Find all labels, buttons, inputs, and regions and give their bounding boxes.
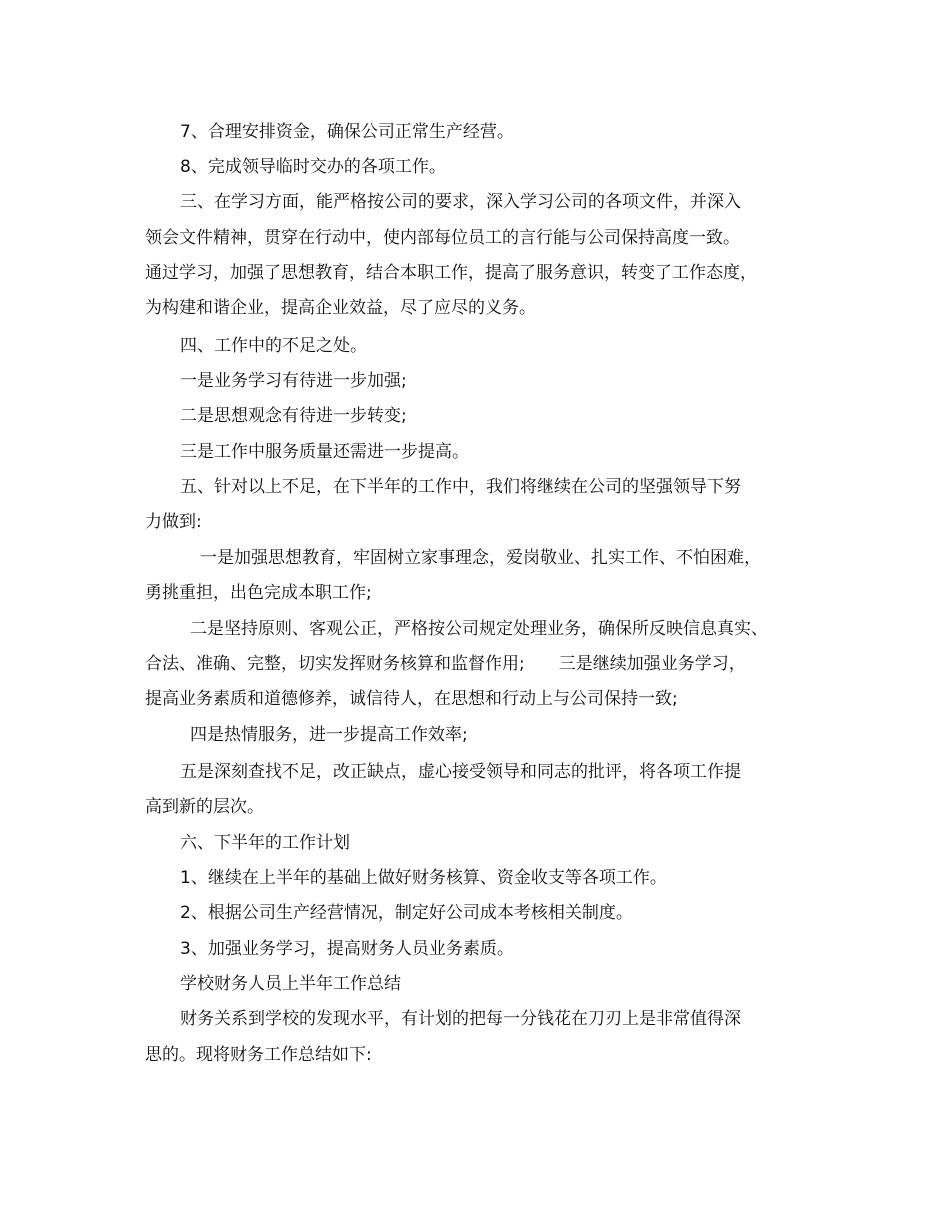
text-line: 7、合理安排资金，确保公司正常生产经营。 bbox=[180, 122, 514, 142]
text-line: 合法、准确、完整，切实发挥财务核算和监督作用; 三是继续加强业务学习， bbox=[145, 654, 746, 674]
text-line: 8、完成领导临时交办的各项工作。 bbox=[180, 157, 446, 177]
text-line: 2、根据公司生产经营情况，制定好公司成本考核相关制度。 bbox=[180, 903, 633, 923]
text-line: 学校财务人员上半年工作总结 bbox=[180, 974, 401, 994]
text-line: 五、针对以上不足，在下半年的工作中，我们将继续在公司的坚强领导下努 bbox=[180, 477, 741, 497]
text-line: 力做到: bbox=[145, 512, 202, 532]
text-line: 一是加强思想教育，牢固树立家事理念，爱岗敬业、扎实工作、不怕困难， bbox=[200, 548, 761, 568]
text-line: 六、下半年的工作计划 bbox=[180, 833, 350, 853]
text-line: 财务关系到学校的发现水平，有计划的把每一分钱花在刀刃上是非常值得深 bbox=[180, 1009, 741, 1029]
text-line: 二是坚持原则、客观公正，严格按公司规定处理业务，确保所反映信息真实、 bbox=[190, 619, 768, 639]
text-line: 三是工作中服务质量还需进一步提高。 bbox=[180, 442, 469, 462]
text-line: 勇挑重担，出色完成本职工作; bbox=[145, 583, 372, 603]
text-line: 1、继续在上半年的基础上做好财务核算、资金收支等各项工作。 bbox=[180, 868, 667, 888]
text-line: 三、在学习方面，能严格按公司的要求，深入学习公司的各项文件，并深入 bbox=[180, 192, 741, 212]
text-line: 四、工作中的不足之处。 bbox=[180, 336, 367, 356]
text-line: 通过学习，加强了思想教育，结合本职工作，提高了服务意识，转变了工作态度， bbox=[145, 263, 757, 283]
text-line: 3、加强业务学习，提高财务人员业务素质。 bbox=[180, 939, 514, 959]
text-line: 领会文件精神，贯穿在行动中，使内部每位员工的言行能与公司保持高度一致。 bbox=[145, 228, 740, 248]
text-line: 为构建和谐企业，提高企业效益，尽了应尽的义务。 bbox=[145, 298, 536, 318]
text-line: 思的。现将财务工作总结如下: bbox=[145, 1045, 372, 1065]
text-line: 高到新的层次。 bbox=[145, 797, 264, 817]
text-line: 五是深刻查找不足，改正缺点，虚心接受领导和同志的批评，将各项工作提 bbox=[180, 762, 741, 782]
text-line: 四是热情服务，进一步提高工作效率; bbox=[190, 725, 468, 745]
text-line: 提高业务素质和道德修养，诚信待人，在思想和行动上与公司保持一致; bbox=[145, 689, 678, 709]
text-line: 一是业务学习有待进一步加强; bbox=[180, 371, 407, 391]
text-line: 二是思想观念有待进一步转变; bbox=[180, 406, 407, 426]
